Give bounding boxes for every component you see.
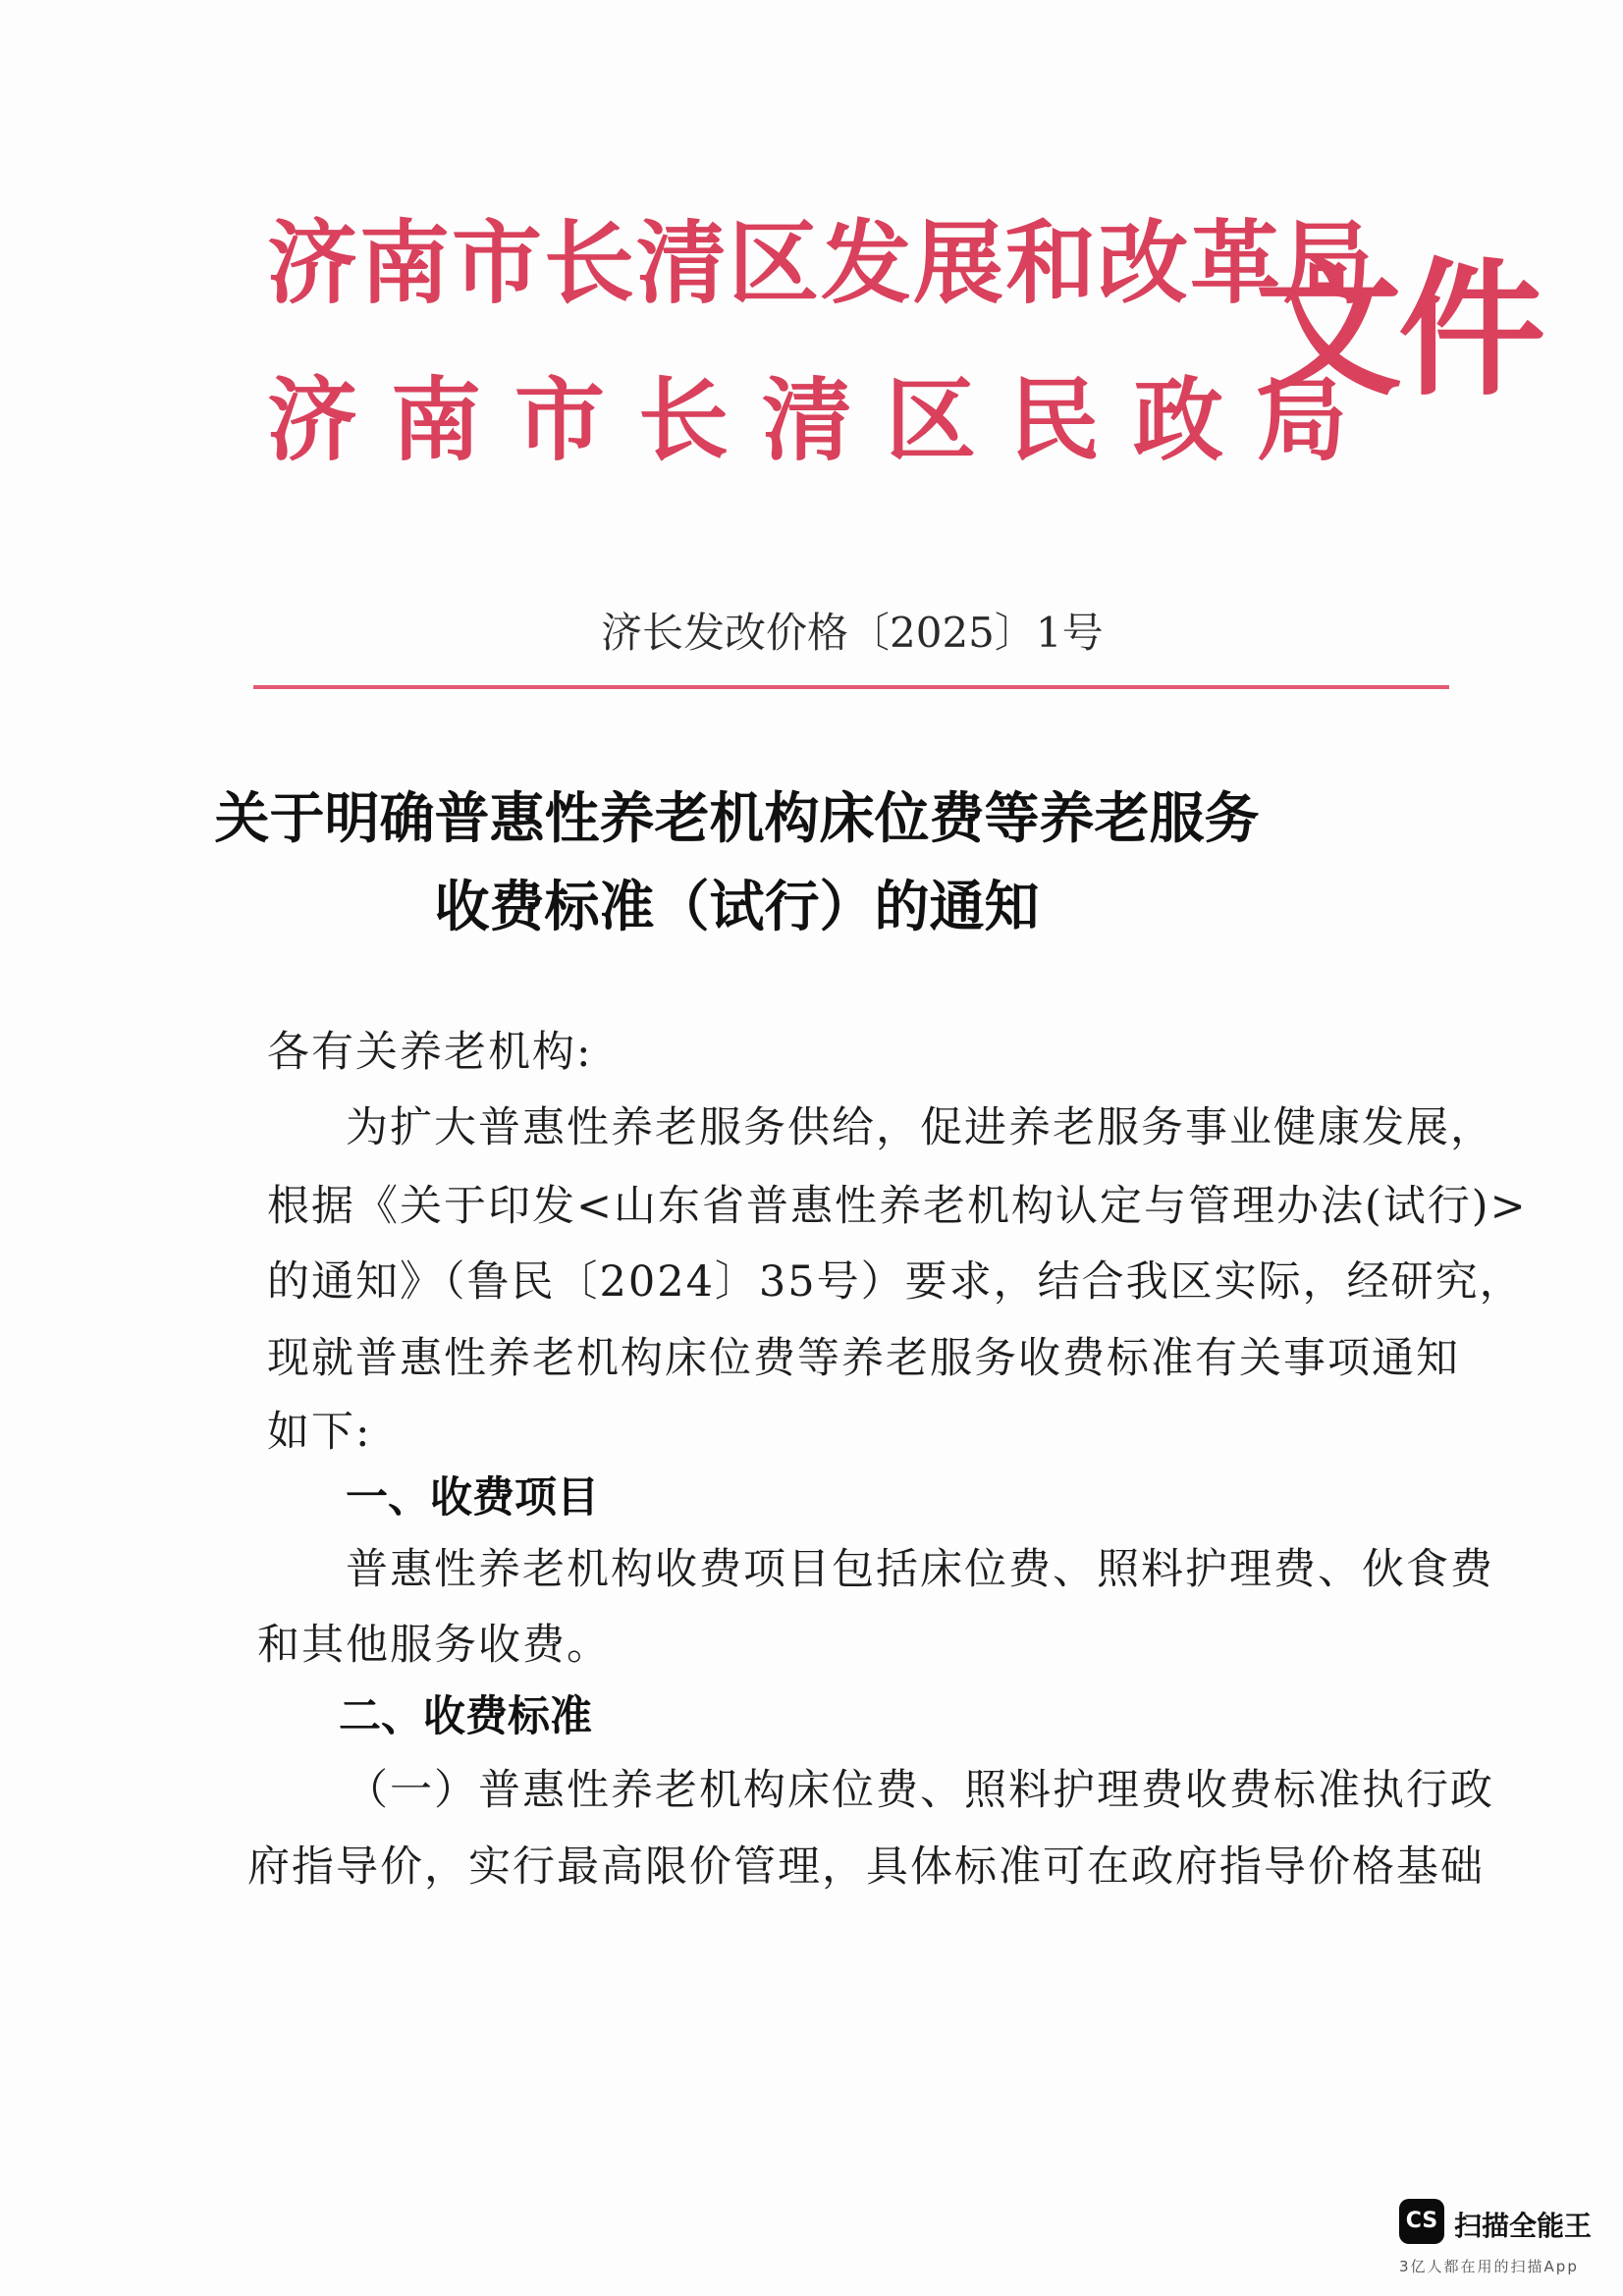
scanner-watermark <box>1399 2199 1605 2287</box>
document-title-line-1: 关于明确普惠性养老机构床位费等养老服务 <box>214 786 1260 851</box>
red-divider-line <box>253 685 1449 689</box>
paragraph-1-line-5: 如下: <box>267 1408 372 1457</box>
paragraph-1-line-4: 现就普惠性养老机构床位费等养老服务收费标准有关事项通知 <box>267 1334 1460 1383</box>
paragraph-1-line-2: 根据《关于印发<山东省普惠性养老机构认定与管理办法(试行)> <box>267 1182 1528 1231</box>
issuer-line-2: 济南市长清区民政局 <box>267 367 1381 473</box>
section-heading-1: 一、收费项目 <box>346 1473 599 1522</box>
section-heading-2: 二、收费标准 <box>339 1692 592 1741</box>
scanner-logo-icon: CS <box>1399 2199 1444 2244</box>
paragraph-3-line-2: 府指导价，实行最高限价管理，具体标准可在政府指导价格基础 <box>247 1842 1485 1892</box>
scanner-slogan: 3亿人都在用的扫描App <box>1399 2258 1579 2275</box>
paragraph-3-line-1: （一）普惠性养老机构床位费、照料护理费收费标准执行政 <box>346 1766 1494 1815</box>
document-type-label: 文件 <box>1255 243 1542 416</box>
paragraph-2-line-1: 普惠性养老机构收费项目包括床位费、照料护理费、伙食费 <box>346 1545 1494 1594</box>
scanner-app-name: 扫描全能王 <box>1454 2210 1593 2242</box>
document-title-line-2: 收费标准（试行）的通知 <box>434 875 1040 939</box>
paragraph-2-line-2: 和其他服务收费。 <box>257 1621 611 1670</box>
salutation: 各有关养老机构: <box>267 1028 593 1077</box>
paragraph-1-line-3: 的通知》（鲁民〔2024〕35号）要求，结合我区实际，经研究， <box>267 1257 1524 1307</box>
paragraph-1-line-1: 为扩大普惠性养老服务供给，促进养老服务事业健康发展， <box>346 1103 1494 1152</box>
document-number: 济长发改价格〔2025〕1号 <box>601 609 1104 657</box>
issuer-line-1: 济南市长清区发展和改革局 <box>267 210 1376 316</box>
